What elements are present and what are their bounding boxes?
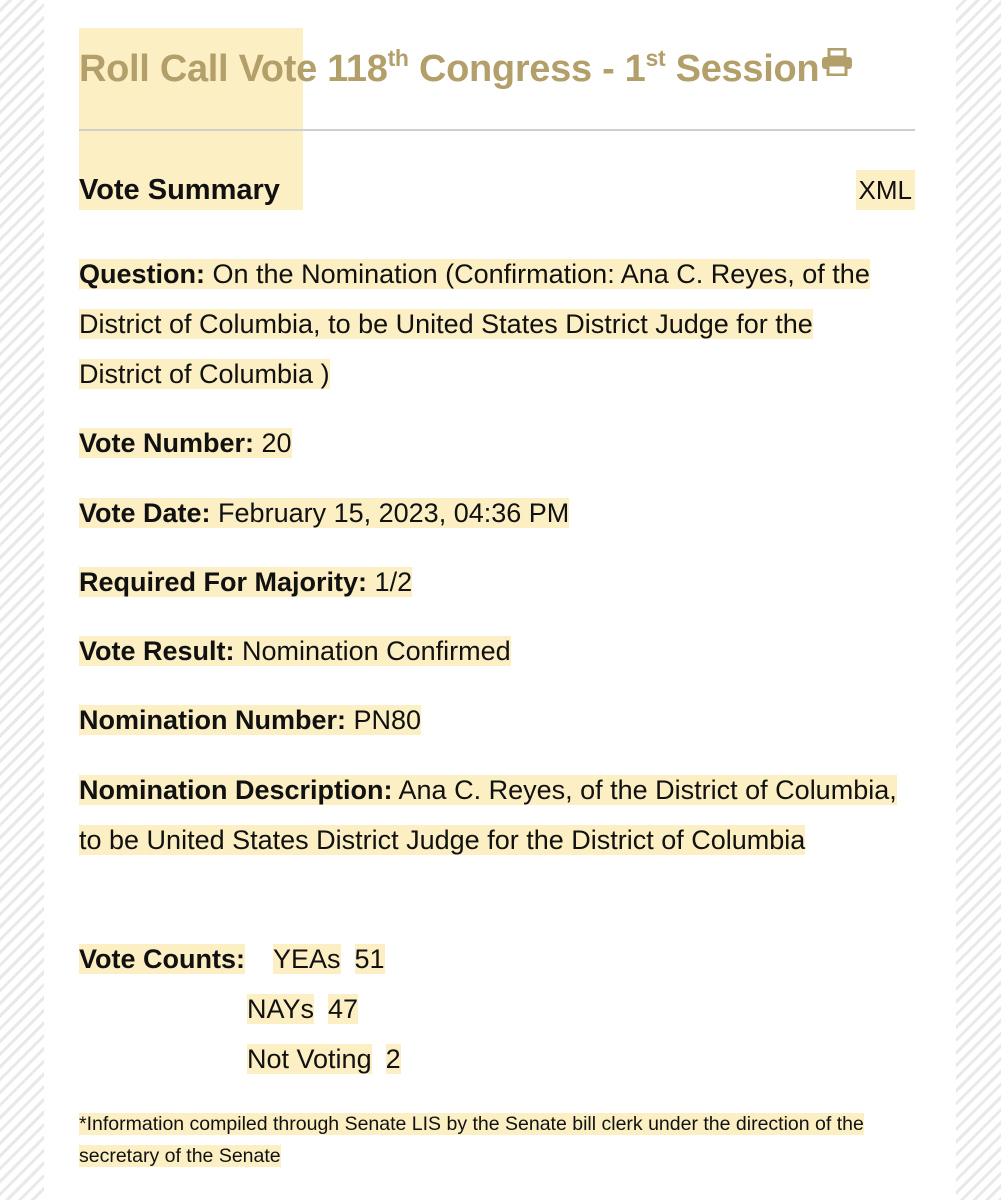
title-divider (79, 129, 915, 131)
majority-value: 1/2 (374, 567, 413, 597)
vote-counts-label-text: Vote Counts: (79, 944, 245, 974)
title-ordinal-suffix: th (387, 45, 409, 71)
page-title (79, 38, 853, 95)
vote-date-row (79, 488, 899, 538)
title-suffix: Session (665, 48, 820, 90)
nomination-number-row (79, 695, 899, 745)
not-voting-count: 2 (385, 1044, 401, 1074)
vote-counts-label (79, 937, 245, 981)
not-voting-label: Not Voting (247, 1044, 372, 1074)
vote-result-row (79, 626, 899, 676)
vote-number-value: 20 (261, 428, 292, 458)
printer-icon[interactable] (821, 38, 853, 90)
nays-row (247, 987, 358, 1031)
question-value: On the Nomination (Confirmation: Ana C. Reyes, of the District of Columbia, to be United States District Judge for the District of Columbia ) (79, 259, 870, 389)
question-row (79, 249, 899, 399)
majority-row (79, 557, 899, 607)
yeas-count: 51 (354, 944, 385, 974)
vote-summary-label: Vote Summary (79, 174, 280, 206)
nomination-description-label: Nomination Description: (79, 775, 393, 805)
title-session-suffix: st (645, 45, 666, 71)
vote-number-row (79, 418, 899, 468)
title-middle: Congress - 1 (408, 48, 646, 90)
title-prefix: Roll Call Vote 118 (79, 48, 388, 90)
nomination-description-value: Ana C. Reyes, of the District of Columbia, to be United States District Judge for the District of Columbia (79, 775, 897, 855)
vote-summary-heading (79, 170, 280, 210)
vote-result-value: Nomination Confirmed (242, 636, 511, 666)
yeas-label: YEAs (273, 944, 341, 974)
nays-label: NAYs (247, 994, 315, 1024)
nomination-description-row (79, 765, 899, 865)
vote-date-label: Vote Date: (79, 498, 211, 528)
yeas-row (273, 937, 385, 981)
majority-label: Required For Majority: (79, 567, 368, 597)
xml-link[interactable]: XML (856, 170, 915, 210)
nomination-number-label: Nomination Number: (79, 705, 346, 735)
vote-result-label: Vote Result: (79, 636, 235, 666)
not-voting-row (247, 1037, 401, 1081)
vote-number-label: Vote Number: (79, 428, 255, 458)
vote-date-value: February 15, 2023, 04:36 PM (218, 498, 570, 528)
footnote (79, 1108, 909, 1172)
nomination-number-value: PN80 (353, 705, 422, 735)
nays-count: 47 (328, 994, 359, 1024)
vote-page (44, 0, 956, 1200)
question-label: Question: (79, 259, 205, 289)
footnote-text: *Information compiled through Senate LIS by the Senate bill clerk under the direction of the secretary of the Senate (79, 1113, 864, 1167)
